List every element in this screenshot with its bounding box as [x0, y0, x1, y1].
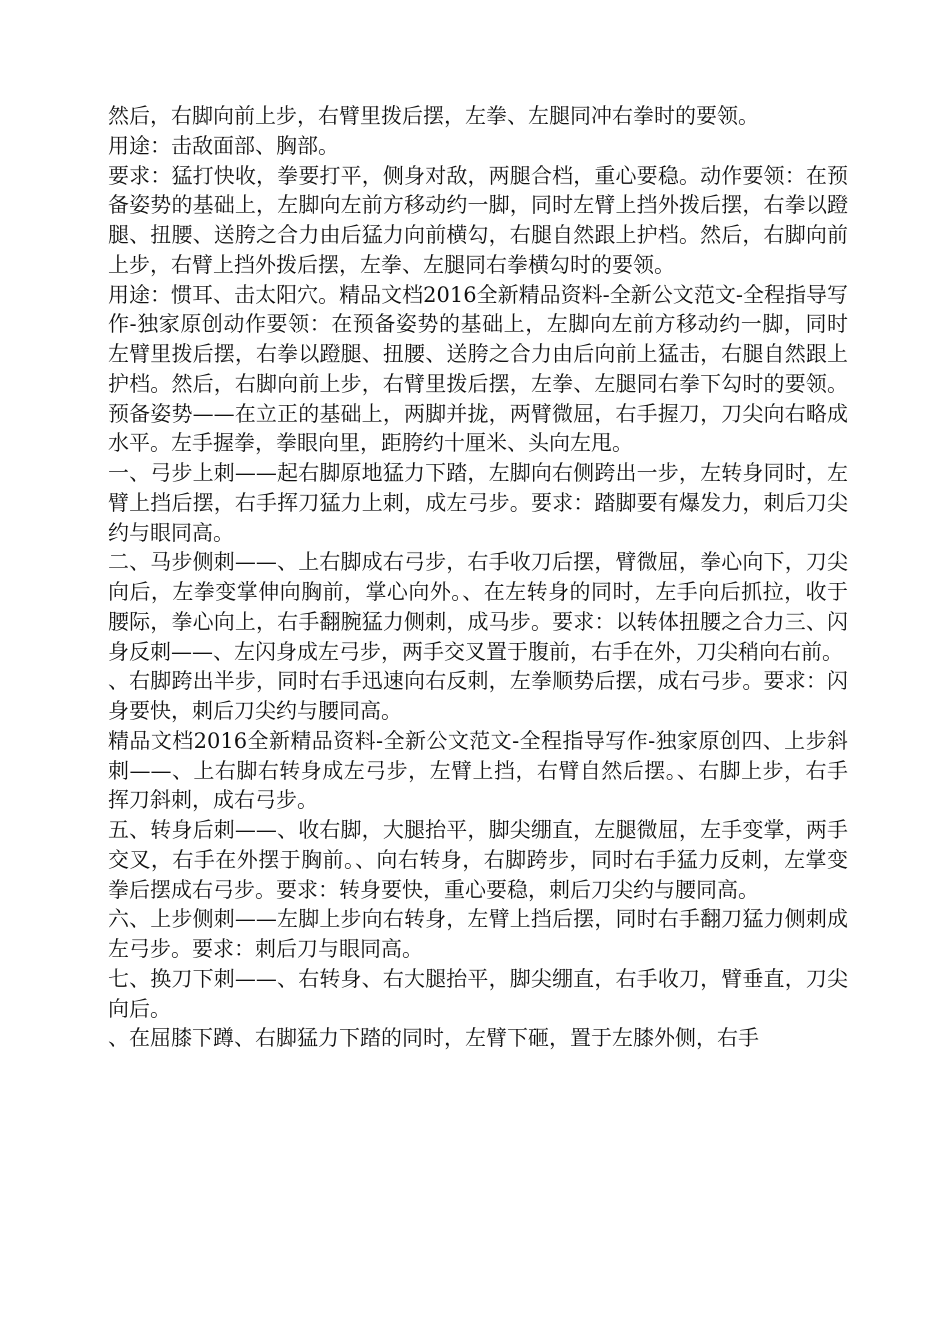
- paragraph-9: 五、转身后刺——、收右脚，大腿抬平，脚尖绷直，左腿微屈，左手变掌，两手交叉，右手在外摆于胸前。、向右转身，右脚跨步，同时右手猛力反刺，左掌变拳后摆成右弓步。要求：转身要快，重心要稳，刺后刀尖约与腰同高。: [108, 818, 848, 902]
- paragraph-6: 二、马步侧刺——、上右脚成右弓步，右手收刀后摆，臂微屈，拳心向下，刀尖向后，左拳变掌伸向胸前，掌心向外。、在左转身的同时，左手向后抓拉，收于腰际，拳心向上，右手翻腕猛力侧刺，成马步。要求：以转体扭腰之合力三、闪身反刺——、左闪身成左弓步，两手交叉置于腹前，右手在外，刀尖稍向右前。: [108, 550, 848, 664]
- paragraph-10: 六、上步侧刺——左脚上步向右转身，左臂上挡后摆，同时右手翻刀猛力侧刺成左弓步。要求：刺后刀与眼同高。: [108, 907, 848, 961]
- paragraph-11: 七、换刀下刺——、右转身、右大腿抬平，脚尖绷直，右手收刀，臂垂直，刀尖向后。: [108, 966, 848, 1021]
- paragraph-2: 用途：击敌面部、胸部。: [108, 133, 339, 158]
- document-body: [108, 102, 848, 1054]
- paragraph-12: 、在屈膝下蹲、右脚猛力下踏的同时，左臂下砸，置于左膝外侧，右手: [108, 1026, 759, 1051]
- paragraph-3: 要求：猛打快收，拳要打平，侧身对敌，两腿合档，重心要稳。动作要领：在预备姿势的基础上，左脚向左前方移动约一脚，同时左臂上挡外拨后摆，右拳以蹬腿、扭腰、送胯之合力由后猛力向前横勾，右腿自然跟上护档。然后，右脚向前上步，右臂上挡外拨后摆，左拳、左腿同右拳横勾时的要领。: [108, 163, 848, 277]
- paragraph-1: 然后，右脚向前上步，右臂里拨后摆，左拳、左腿同冲右拳时的要领。: [108, 104, 759, 128]
- paragraph-7: 、右脚跨出半步，同时右手迅速向右反刺，左拳顺势后摆，成右弓步。要求：闪身要快，刺后刀尖约与腰同高。: [108, 669, 848, 723]
- paragraph-8: 精品文档2016全新精品资料-全新公文范文-全程指导写作-独家原创四、上步斜刺——、上右脚右转身成左弓步，左臂上挡，右臂自然后摆。、右脚上步，右手挥刀斜刺，成右弓步。: [108, 728, 848, 813]
- paragraph-4: 用途：惯耳、击太阳穴。精品文档2016全新精品资料-全新公文范文-全程指导写作-独家原创动作要领：在预备姿势的基础上，左脚向左前方移动约一脚，同时左臂里拨后摆，右拳以蹬腿、扭腰、送胯之合力由后向前上猛击，右腿自然跟上护档。然后，右脚向前上步，右臂里拨后摆，左拳、左腿同右拳下勾时的要领。预备姿势——在立正的基础上，两脚并拢，两臂微屈，右手握刀，刀尖向右略成水平。左手握拳，拳眼向里，距胯约十厘米、头向左甩。: [108, 282, 848, 456]
- paragraph-5: 一、弓步上刺——起右脚原地猛力下踏，左脚向右侧跨出一步，左转身同时，左臂上挡后摆，右手挥刀猛力上刺，成左弓步。要求：踏脚要有爆发力，刺后刀尖约与眼同高。: [108, 461, 848, 545]
